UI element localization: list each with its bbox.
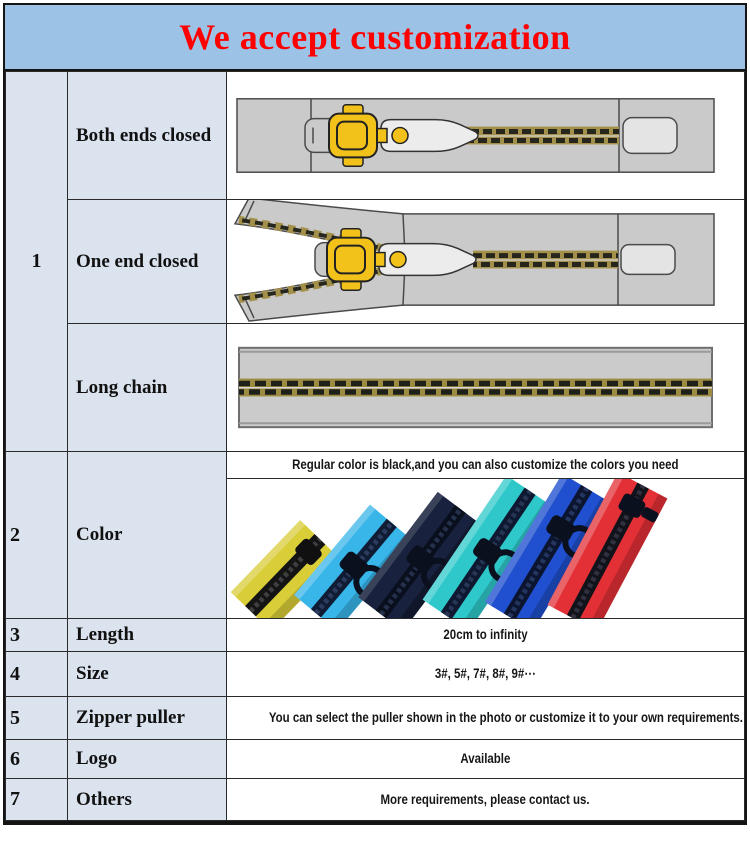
table-row bbox=[6, 452, 745, 619]
page-title: We accept customization bbox=[179, 17, 571, 57]
zipper-long-chain-icon bbox=[227, 324, 744, 451]
row-number-6: 6 bbox=[6, 740, 68, 779]
colored-zippers-image bbox=[227, 479, 744, 618]
row-value-logo: Available bbox=[227, 740, 745, 779]
cell-both-ends-closed bbox=[227, 72, 745, 200]
row-label-color: Color bbox=[68, 452, 227, 619]
row-value-zipper-puller: You can select the puller shown in the photo or customize it to your own requirements. bbox=[227, 697, 745, 740]
table-row bbox=[6, 619, 745, 652]
zipper-one-end-closed-diagram bbox=[227, 200, 744, 323]
row-label-logo: Logo bbox=[68, 740, 227, 779]
zipper-both-ends-closed-icon bbox=[227, 72, 744, 199]
row-number-1: 1 bbox=[6, 72, 68, 452]
row-value-others: More requirements, please contact us. bbox=[227, 779, 745, 821]
row-label-others: Others bbox=[68, 779, 227, 821]
color-note: Regular color is black,and you can also customize the colors you need bbox=[227, 452, 744, 479]
sheet-header bbox=[5, 5, 745, 71]
zipper-one-end-closed-icon bbox=[227, 200, 744, 323]
table-row bbox=[6, 324, 745, 452]
table-row bbox=[6, 740, 745, 779]
row-number-2: 2 bbox=[6, 452, 68, 619]
row-number-4: 4 bbox=[6, 652, 68, 697]
row-number-3: 3 bbox=[6, 619, 68, 652]
cell-long-chain bbox=[227, 324, 745, 452]
row-value-length: 20cm to infinity bbox=[227, 619, 745, 652]
row-label-both-ends-closed: Both ends closed bbox=[68, 72, 227, 200]
row-label-zipper-puller: Zipper puller bbox=[68, 697, 227, 740]
row-label-one-end-closed: One end closed bbox=[68, 200, 227, 324]
cell-color bbox=[227, 452, 745, 619]
table-row bbox=[6, 200, 745, 324]
colored-zippers-photo bbox=[227, 479, 744, 618]
table-row bbox=[6, 779, 745, 821]
row-label-size: Size bbox=[68, 652, 227, 697]
customization-sheet bbox=[3, 3, 747, 825]
zipper-both-ends-closed-diagram bbox=[227, 72, 744, 199]
row-label-long-chain: Long chain bbox=[68, 324, 227, 452]
row-label-length: Length bbox=[68, 619, 227, 652]
table-row bbox=[6, 652, 745, 697]
row-number-5: 5 bbox=[6, 697, 68, 740]
customization-table bbox=[5, 71, 745, 821]
table-row bbox=[6, 697, 745, 740]
table-row bbox=[6, 72, 745, 200]
cell-one-end-closed bbox=[227, 200, 745, 324]
zipper-long-chain-diagram bbox=[227, 324, 744, 451]
row-value-size: 3#, 5#, 7#, 8#, 9#⋯ bbox=[227, 652, 745, 697]
row-number-7: 7 bbox=[6, 779, 68, 821]
